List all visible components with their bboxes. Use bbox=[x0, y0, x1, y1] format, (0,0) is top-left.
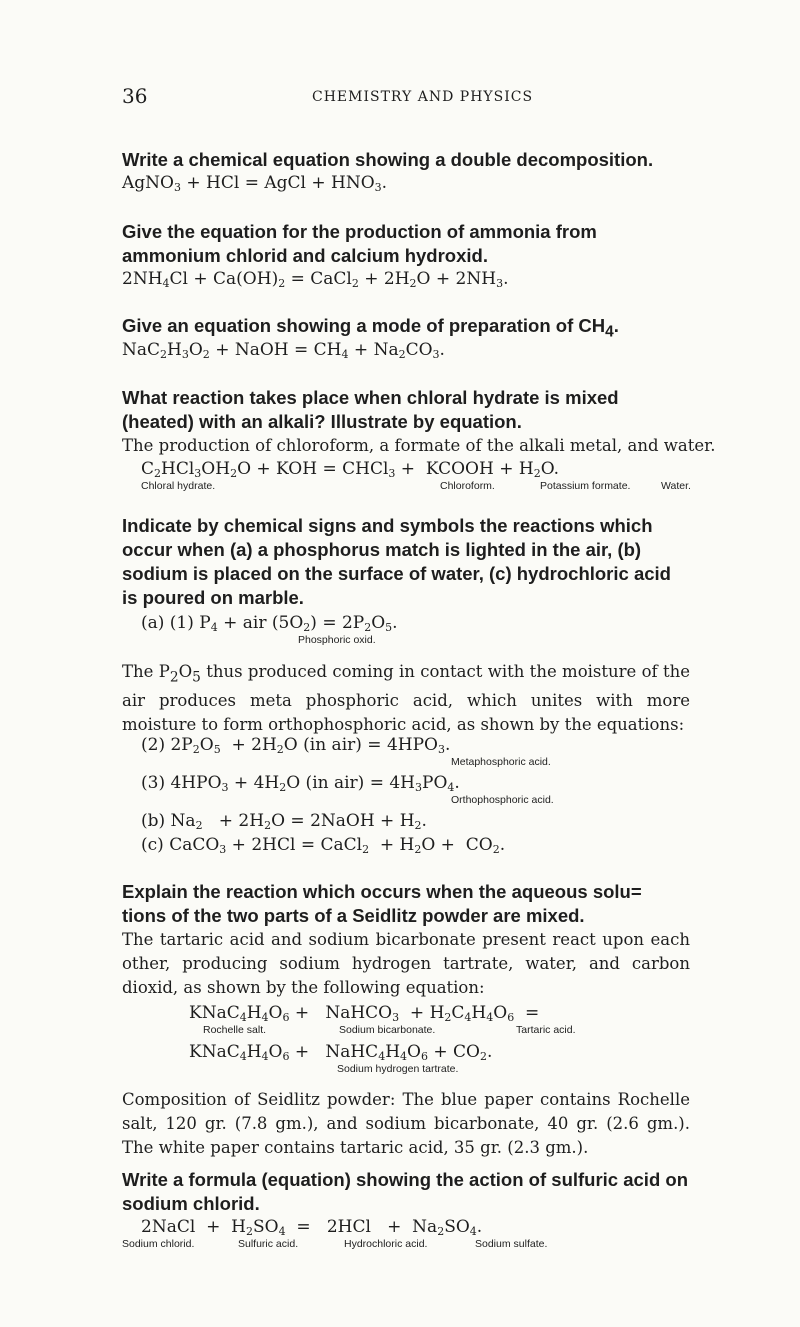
running-title: CHEMISTRY AND PHYSICS bbox=[312, 89, 534, 105]
page-header bbox=[122, 84, 682, 108]
label-chloroform: Chloroform. bbox=[440, 480, 495, 492]
label-phosphoric-oxid: Phosphoric oxid. bbox=[298, 634, 376, 646]
label-sodium-chlorid: Sodium chlorid. bbox=[122, 1238, 195, 1250]
question-sulfuric-acid: Write a formula (equation) showing the action of sulfuric acid on sodium chlorid. bbox=[122, 1169, 688, 1214]
label-rochelle-salt: Rochelle salt. bbox=[203, 1024, 267, 1036]
equation-sodium-water: (b) $Na_2 + 2H_2O$ = 2NaOH + $H_2$. bbox=[141, 811, 427, 832]
equation-seidlitz-2: $KNaC_4H_4O_6$ + $NaHC_4H_4O_6 + CO_2$. bbox=[189, 1042, 493, 1063]
equation-sulfuric: 2NaCl + $H_2SO_4 = 2HCl + Na_2SO_4$. bbox=[141, 1217, 483, 1238]
page-number: 36 bbox=[122, 84, 148, 108]
text-chloroform-production: The production of chloroform, a formate of the alkali metal, and water. bbox=[122, 436, 716, 455]
question-double-decomposition: Write a chemical equation showing a double decomposition. bbox=[122, 149, 654, 170]
equation-marble: (c) CaCO$_3$ + 2HCl = CaCl$_2$ + $H_2O + CO_2$. bbox=[141, 835, 506, 856]
label-sodium-hydrogen-tartrate: Sodium hydrogen tartrate. bbox=[337, 1063, 459, 1075]
question-phosphorus-sodium-marble: Indicate by chemical signs and symbols the reactions which occur when (a) a phosphorus match is lighted in the air, (b) sodium is placed on the surface of water, (c) hydrochloric acid is poured on marble. bbox=[122, 515, 671, 608]
label-metaphosphoric-acid: Metaphosphoric acid. bbox=[451, 756, 551, 768]
label-sodium-bicarbonate: Sodium bicarbonate. bbox=[339, 1024, 436, 1036]
label-orthophosphoric-acid: Orthophosphoric acid. bbox=[451, 794, 554, 806]
label-hydrochloric-acid: Hydrochloric acid. bbox=[344, 1238, 428, 1250]
question-seidlitz: Explain the reaction which occurs when the aqueous solu= tions of the two parts of a Seidlitz powder are mixed. bbox=[122, 881, 642, 926]
equation-methane: $NaC_2H_3O_2$ + NaOH = $CH_4 + Na_2CO_3$. bbox=[122, 340, 445, 361]
text-tartaric-reaction: The tartaric acid and sodium bicarbonate present react upon each other, producing sodium hydrogen tartrate, water, and carbon dioxid, as shown by the following equation: bbox=[122, 930, 690, 997]
equation-chloral: $C_2HCl_3OH_2O$ + KOH = CHCl$_3$ + KCOOH + $H_2O$. bbox=[141, 459, 560, 480]
equation-silver-nitrate: AgNO$_3$ + HCl = AgCl + $HNO_3$. bbox=[122, 173, 388, 194]
text-metaphosphoric: The $P_2O_5$ thus produced coming in contact with the moisture of the air produces meta phosphoric acid, which unites with more moisture to form orthophosphoric acid, as shown by the equations: bbox=[122, 662, 691, 735]
label-water: Water. bbox=[661, 480, 691, 492]
question-chloral-hydrate: What reaction takes place when chloral hydrate is mixed (heated) with an alkali? Illustrate by equation. bbox=[122, 387, 619, 432]
question-methane: Give an equation showing a mode of preparation of $CH_4$. bbox=[122, 315, 619, 341]
label-potassium-formate: Potassium formate. bbox=[540, 480, 631, 492]
equation-3: (3) $4HPO_3 + 4H_2O$ (in $air) = 4H_3PO_4$. bbox=[141, 773, 460, 794]
equation-2: (2) $2P_2O_5 + 2H_2O$ (in $air) = 4HPO_3$. bbox=[141, 735, 451, 756]
equation-seidlitz-1: $KNaC_4H_4O_6$ + NaHCO$_3$ + $H_2C_4H_4O_6$ = bbox=[189, 1003, 540, 1024]
label-tartaric-acid: Tartaric acid. bbox=[516, 1024, 576, 1036]
question-ammonia: Give the equation for the production of ammonia from ammonium chlorid and calcium hydroxid. bbox=[122, 221, 597, 266]
label-sulfuric-acid: Sulfuric acid. bbox=[238, 1238, 299, 1250]
equation-ammonia: $2NH_4Cl + Ca(OH)_2$ = CaCl$_2$ + $2H_2O + 2NH_3$. bbox=[122, 269, 509, 290]
label-chloral-hydrate: Chloral hydrate. bbox=[141, 480, 216, 492]
equation-phosphorus-burn: (a) (1) $P_4$ + air $(5O_2) = 2P_2O_5$. bbox=[141, 613, 398, 634]
label-sodium-sulfate: Sodium sulfate. bbox=[475, 1238, 548, 1250]
text-seidlitz-composition: Composition of Seidlitz powder: The blue paper contains Rochelle salt, 120 gr. (7.8 gm.), and sodium bicarbonate, 40 gr. (2.6 gm.). The white paper contains tartaric acid, 35 gr. (2.3 gm.). bbox=[122, 1090, 690, 1157]
